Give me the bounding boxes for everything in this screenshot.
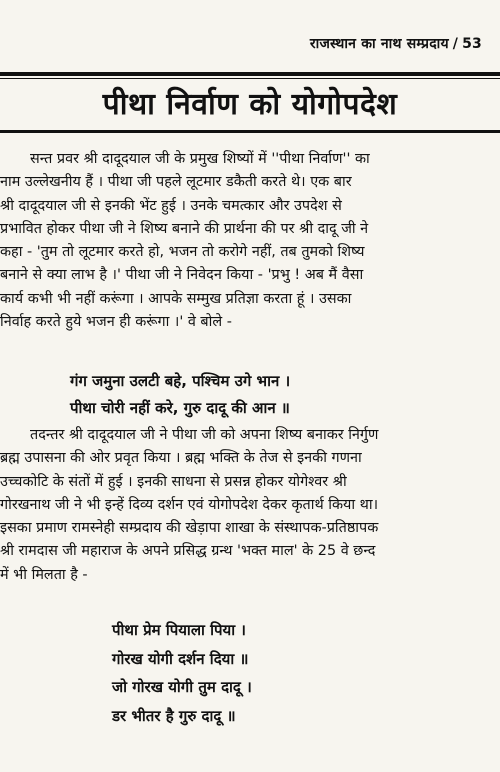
chapter-title: पीथा निर्वाण को योगोपदेश	[102, 87, 398, 122]
text-line: श्री रामदास जी महाराज के अपने प्रसिद्ध ग्रन्थ 'भक्त माल' के 25 वे छन्द	[0, 543, 376, 560]
text-line: गोरखनाथ जी ने भी इन्हें दिव्य दर्शन एवं योगोपदेश देकर कृतार्थ किया था।	[0, 496, 379, 513]
text-line: बनाने से क्या लाभ है ।' पीथा जी ने निवेदन किया - 'प्रभु ! अब मैं वैसा	[0, 267, 364, 284]
text-line: निर्वाह करते हुये भजन ही करूंगा ।' वे बोले -	[0, 314, 232, 331]
verse-line: गोरख योगी दर्शन दिया ॥	[112, 649, 249, 668]
running-header	[310, 34, 482, 53]
text-line: इसका प्रमाण रामस्नेही सम्प्रदाय की खेड़ापा शाखा के संस्थापक-प्रतिष्ठापक	[0, 520, 379, 537]
paragraph-2	[0, 424, 500, 587]
text-line: उच्चकोटि के संतों में हुई । इनकी साधना से प्रसन्न होकर योगेश्वर श्री	[0, 473, 347, 490]
verse-1	[0, 368, 500, 422]
paragraph-1	[0, 148, 500, 334]
text-line: कहा - 'तुम तो लूटमार करते हो, भजन तो करोगे नहीं, तब तुमको शिष्य	[0, 244, 365, 261]
title-underline	[0, 130, 500, 133]
verse-line: पीथा चोरी नहीं करे, गुरु दादू की आन ॥	[70, 399, 290, 417]
text-line: नाम उल्लेखनीय हैं । पीथा जी पहले लूटमार डकैती करते थे। एक बार	[0, 174, 352, 191]
text-line: ब्रह्म उपासना की ओर प्रवृत किया । ब्रह्म भक्ति के तेज से इनकी गणना	[0, 450, 362, 467]
header-rule-thick	[0, 72, 500, 76]
verse-2	[0, 616, 500, 730]
text-line: तदन्तर श्री दादूदयाल जी ने पीथा जी को अपना शिष्य बनाकर निर्गुण	[30, 427, 379, 443]
header-rule-thin	[0, 78, 500, 79]
header-separator: /	[452, 36, 459, 52]
verse-line: जो गोरख योगी तुम दादू ।	[112, 678, 252, 696]
text-line: श्री दादूदयाल जी से इनकी भेंट हुई । उनके चमत्कार और उपदेश से	[0, 197, 342, 214]
running-title: राजस्थान का नाथ सम्प्रदाय	[309, 36, 449, 52]
text-line: में भी मिलता है -	[0, 566, 88, 583]
text-line: कार्य कभी भी नहीं करूंगा । आपके सम्मुख प्रतिज्ञा करता हूं । उसका	[0, 290, 352, 307]
verse-line: गंग जमुना उलटी बहे, पश्चिम उगे भान ।	[70, 372, 291, 390]
page-number: 53	[462, 36, 482, 52]
verse-line: डर भीतर है गुरु दादू ॥	[112, 706, 236, 725]
text-line: प्रभावित होकर पीथा जी ने शिष्य बनाने की प्रार्थना की पर श्री दादू जी ने	[0, 220, 369, 237]
text-line: सन्त प्रवर श्री दादूदयाल जी के प्रमुख शिष्यों में ''पीथा निर्वाण'' का	[30, 151, 370, 167]
verse-line: पीथा प्रेम पियाला पिया ।	[112, 621, 246, 639]
